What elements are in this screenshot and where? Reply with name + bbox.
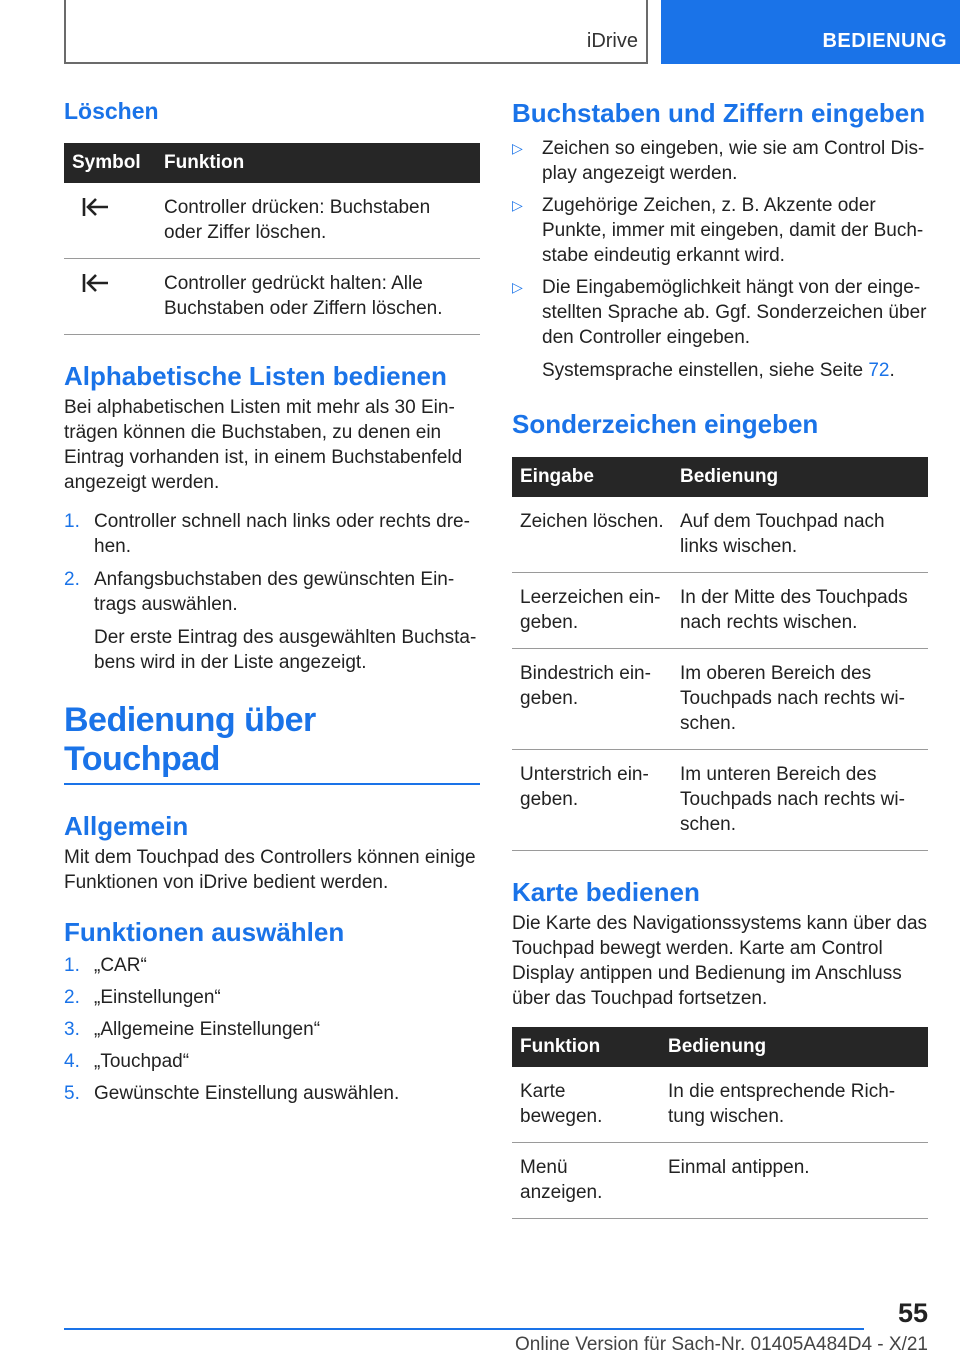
list-item bbox=[64, 985, 480, 1010]
alpha-paragraph: Bei alphabetischen Listen mit mehr als 30 Einträgen können die Buchstaben, zu denen ein Eintrag vorhanden ist, in einem Buchstabenfeld angezeigt werden. bbox=[64, 397, 463, 493]
step-number: 3. bbox=[64, 1019, 80, 1040]
page-link[interactable]: 72 bbox=[868, 360, 890, 381]
buchstaben-bullets bbox=[512, 136, 928, 383]
header-chapter-tab bbox=[661, 0, 960, 64]
bullet-text: Zugehörige Zeichen, z. B. Akzente oder Punkte, immer mit eingeben, damit der Buchstabe eindeutig erkannt wird. bbox=[542, 195, 924, 266]
karte-table bbox=[512, 1027, 928, 1219]
list-item bbox=[512, 193, 928, 268]
step-number: 4. bbox=[64, 1051, 80, 1072]
table-cell: Controller drücken: Buchstaben oder Ziffer löschen. bbox=[156, 183, 480, 259]
step-text: „Touchpad“ bbox=[94, 1051, 190, 1072]
right-column bbox=[512, 98, 928, 1219]
step-number: 1. bbox=[64, 955, 80, 976]
table-header-funktion: Funktion bbox=[156, 143, 480, 183]
table-cell: In der Mitte des Touchpads nach rechts wischen. bbox=[672, 573, 928, 649]
funktionen-steps bbox=[64, 953, 480, 1106]
karte-paragraph: Die Karte des Navigationssystems kann über das Touchpad bewegt werden. Karte am Control Display antippen und Bedienung im Anschluss über das Touchpad fortsetzen. bbox=[512, 913, 928, 1009]
step-text: Controller schnell nach links oder rechts drehen. bbox=[94, 511, 470, 557]
triangle-bullet-icon: ▷ bbox=[512, 197, 523, 213]
step-text: „Allgemeine Einstellungen“ bbox=[94, 1019, 321, 1040]
funktionen-heading: Funktionen auswählen bbox=[64, 917, 345, 947]
step-text: Anfangsbuchstaben des gewünschten Eintrags auswählen. bbox=[94, 569, 455, 615]
step-number: 2. bbox=[64, 569, 80, 590]
triangle-bullet-icon: ▷ bbox=[512, 140, 523, 156]
header-chapter-label: BEDIENUNG bbox=[822, 30, 947, 52]
step-note: Der erste Eintrag des ausgewählten Buchstabens wird in der Liste angezeigt. bbox=[94, 627, 477, 673]
bullet-text: Zeichen so eingeben, wie sie am Control Display angezeigt werden. bbox=[542, 138, 925, 184]
buchstaben-heading: Buchstaben und Ziffern eingeben bbox=[512, 98, 926, 128]
system-note: Systemsprache einstellen, siehe Seite 72. bbox=[542, 360, 895, 381]
list-item bbox=[512, 136, 928, 186]
table-cell: In die entsprechende Richtung wischen. bbox=[660, 1067, 928, 1143]
loeschen-heading: Löschen bbox=[64, 98, 159, 124]
sonder-heading: Sonderzeichen eingeben bbox=[512, 409, 819, 439]
list-item bbox=[64, 1049, 480, 1074]
touchpad-heading: Bedienung über Touchpad bbox=[64, 701, 480, 785]
table-header-bedienung: Bedienung bbox=[660, 1027, 928, 1067]
table-cell: Bindestrich eingeben. bbox=[512, 649, 672, 750]
step-number: 5. bbox=[64, 1083, 80, 1104]
footer-divider bbox=[64, 1328, 864, 1330]
table-cell: Leerzeichen eingeben. bbox=[512, 573, 672, 649]
footer-text: Online Version für Sach-Nr. 01405A484D4 - X/21 bbox=[515, 1334, 928, 1355]
back-arrow-bar-icon bbox=[72, 195, 132, 219]
list-item bbox=[64, 953, 480, 978]
table-cell: Auf dem Touchpad nach links wischen. bbox=[672, 497, 928, 573]
table-cell: Zeichen löschen. bbox=[512, 497, 672, 573]
table-cell: Einmal antippen. bbox=[660, 1143, 928, 1219]
bullet-text: Die Eingabemöglichkeit hängt von der eingestellten Sprache ab. Ggf. Sonderzeichen über den Controller eingeben. bbox=[542, 277, 927, 348]
table-row bbox=[64, 259, 480, 335]
sonder-table bbox=[512, 457, 928, 851]
table-row bbox=[512, 497, 928, 573]
karte-heading: Karte bedienen bbox=[512, 877, 700, 907]
table-row bbox=[512, 750, 928, 851]
table-cell: Controller gedrückt halten: Alle Buchstaben oder Ziffern löschen. bbox=[156, 259, 480, 335]
table-cell: Menü anzeigen. bbox=[512, 1143, 660, 1219]
table-row bbox=[512, 1143, 928, 1219]
table-row bbox=[512, 573, 928, 649]
loeschen-table bbox=[64, 143, 480, 335]
left-column bbox=[64, 98, 480, 1106]
table-header-bedienung: Bedienung bbox=[672, 457, 928, 497]
table-row bbox=[512, 649, 928, 750]
list-item bbox=[64, 1081, 480, 1106]
table-cell: Im oberen Bereich des Touchpads nach rechts wischen. bbox=[672, 649, 928, 750]
table-header-eingabe: Eingabe bbox=[512, 457, 672, 497]
list-item bbox=[512, 275, 928, 383]
allgemein-paragraph: Mit dem Touchpad des Controllers können einige Funktionen von iDrive bedient werden. bbox=[64, 847, 476, 893]
step-number: 1. bbox=[64, 511, 80, 532]
triangle-bullet-icon: ▷ bbox=[512, 279, 523, 295]
table-row bbox=[512, 1067, 928, 1143]
alpha-heading: Alphabetische Listen bedienen bbox=[64, 361, 447, 391]
list-item bbox=[64, 1017, 480, 1042]
list-item bbox=[64, 567, 480, 675]
table-header-symbol: Symbol bbox=[64, 143, 156, 183]
alpha-steps bbox=[64, 509, 480, 675]
step-number: 2. bbox=[64, 987, 80, 1008]
table-cell: Karte bewegen. bbox=[512, 1067, 660, 1143]
table-cell: Unterstrich eingeben. bbox=[512, 750, 672, 851]
allgemein-heading: Allgemein bbox=[64, 811, 189, 841]
header-section-label: iDrive bbox=[586, 30, 638, 52]
step-text: Gewünschte Einstellung auswählen. bbox=[94, 1083, 400, 1104]
step-text: „Einstellungen“ bbox=[94, 987, 221, 1008]
list-item bbox=[64, 509, 480, 559]
back-arrow-bar-icon bbox=[72, 271, 132, 295]
table-header-funktion: Funktion bbox=[512, 1027, 660, 1067]
table-row bbox=[64, 183, 480, 259]
step-text: „CAR“ bbox=[94, 955, 147, 976]
page-number: 55 bbox=[897, 1298, 928, 1328]
table-cell: Im unteren Bereich des Touchpads nach rechts wischen. bbox=[672, 750, 928, 851]
